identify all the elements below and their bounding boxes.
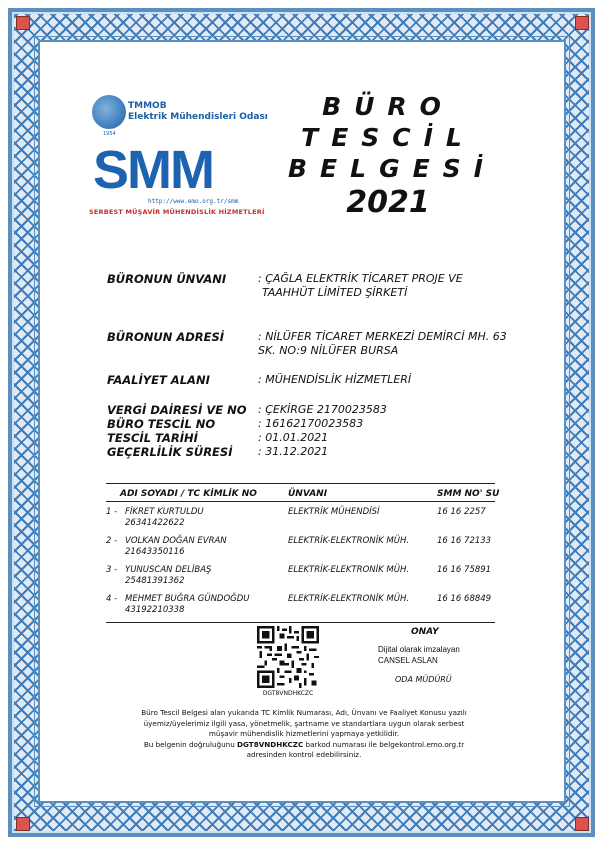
table-header-smm: SMM NO' SU [437, 489, 500, 499]
corner-ornament [575, 817, 589, 831]
row-number: 2 - [106, 536, 118, 546]
barcode-number: DGT8VNDHKCZC [262, 690, 314, 697]
row-title: ELEKTRİK-ELEKTRONİK MÜH. [288, 536, 410, 546]
title-line-3: BELGESİ [288, 154, 496, 183]
table-header-name: ADI SOYADI / TC KİMLİK NO [120, 489, 257, 499]
signed-line: Dijital olarak imzalayan [378, 645, 460, 654]
footer-line: üyemiz/üyelerimiz ilgili yasa, yönetmelik, şartname ve standartlara uygun olarak serbest [143, 718, 465, 728]
table-top-rule [106, 483, 495, 484]
title-line-1: BÜRO [322, 92, 454, 121]
row-name: YUNUSCAN DELİBAŞ [125, 565, 212, 575]
footer-text: barkod numarası ile belgekontrol.emo.org.tr [303, 739, 465, 749]
value-unvan-1: : ÇAĞLA ELEKTRİK TİCARET PROJE VE [258, 272, 463, 285]
signer-name: CANSEL ASLAN [378, 656, 438, 665]
row-tc: 43192210338 [125, 605, 185, 615]
value-unvan-2: TAAHHÜT LİMİTED ŞİRKETİ [262, 286, 408, 299]
value-tescil-tarihi: : 01.01.2021 [258, 431, 329, 444]
footer-notice [104, 708, 504, 761]
value-tescil-no: : 16162170023583 [258, 417, 364, 430]
title-line-2: TESCİL [301, 123, 475, 152]
corner-ornament [16, 16, 30, 30]
logo-year: 1954 [103, 131, 116, 137]
row-title: ELEKTRİK-ELEKTRONİK MÜH. [288, 594, 410, 604]
corner-ornament [16, 817, 30, 831]
logo-org-block [128, 101, 268, 123]
row-number: 1 - [106, 507, 118, 517]
label-tescil-no: BÜRO TESCİL NO [107, 417, 216, 431]
footer-line: müşavir mühendislik hizmetlerini yapmaya yetkilidir. [208, 729, 400, 738]
tmmob-emblem-icon [92, 95, 126, 129]
onay-label: ONAY [411, 627, 439, 637]
row-tc: 25481391362 [125, 576, 185, 586]
logo-org-name: Elektrik Mühendisleri Odası [128, 112, 268, 122]
footer-line [104, 740, 504, 751]
label-gecerlilik: GEÇERLİLİK SÜRESİ [107, 445, 233, 459]
row-smm: 16 16 2257 [437, 507, 486, 517]
row-name: FİKRET KURTULDU [125, 507, 204, 517]
value-gecerlilik: : 31.12.2021 [258, 445, 329, 458]
row-name: VOLKAN DOĞAN EVRAN [125, 536, 227, 546]
row-tc: 21643350116 [125, 547, 185, 557]
footer-text: Bu belgenin doğruluğunu [143, 739, 238, 749]
table-row [106, 565, 496, 590]
value-faaliyet: : MÜHENDİSLİK HİZMETLERİ [258, 373, 412, 386]
table-header-title: ÜNVANI [288, 489, 328, 499]
value-vergi: : ÇEKİRGE 2170023583 [258, 403, 387, 416]
row-title: ELEKTRİK MÜHENDİSİ [288, 507, 380, 517]
row-smm: 16 16 68849 [437, 594, 492, 604]
table-row [106, 507, 496, 532]
value-adres-2: SK. NO:9 NİLÜFER BURSA [258, 344, 399, 357]
smm-tagline: SERBEST MÜŞAVİR MÜHENDİSLİK HİZMETLERİ [89, 208, 265, 216]
qr-code-icon [257, 626, 319, 688]
corner-ornament [575, 16, 589, 30]
smm-url: http://www.emo.org.tr/smm [148, 198, 239, 205]
logo-org-short: TMMOB [128, 101, 167, 111]
label-tescil-tarihi: TESCİL TARİHİ [107, 431, 198, 445]
table-bottom-rule [106, 622, 495, 623]
signer-role: ODA MÜDÜRÜ [395, 675, 452, 684]
label-unvan: BÜRONUN ÜNVANI [107, 272, 227, 286]
table-header-rule [106, 501, 495, 502]
label-vergi: VERGİ DAİRESİ VE NO [107, 403, 247, 417]
footer-line: Büro Tescil Belgesi alan yukarıda TC Kimlik Numarası, Adı, Ünvanı ve Faaliyet Konusu yazılı [141, 708, 467, 717]
row-tc: 26341422622 [125, 518, 185, 528]
footer-barcode-code: DGT8VNDHKCZC [237, 739, 304, 749]
row-smm: 16 16 75891 [437, 565, 492, 575]
value-adres-1: : NİLÜFER TİCARET MERKEZİ DEMİRCİ MH. 63 [258, 330, 507, 343]
row-name: MEHMET BUĞRA GÜNDOĞDU [125, 594, 250, 604]
table-row [106, 594, 496, 619]
row-smm: 16 16 72133 [437, 536, 492, 546]
label-faaliyet: FAALİYET ALANI [107, 373, 210, 387]
label-adres: BÜRONUN ADRESİ [107, 330, 225, 344]
table-row [106, 536, 496, 561]
footer-line: adresinden kontrol edebilirsiniz. [246, 750, 362, 759]
row-title: ELEKTRİK-ELEKTRONİK MÜH. [288, 565, 410, 575]
row-number: 4 - [106, 594, 118, 604]
smm-logo: SMM [93, 140, 213, 200]
row-number: 3 - [106, 565, 118, 575]
title-year: 2021 [346, 185, 430, 220]
